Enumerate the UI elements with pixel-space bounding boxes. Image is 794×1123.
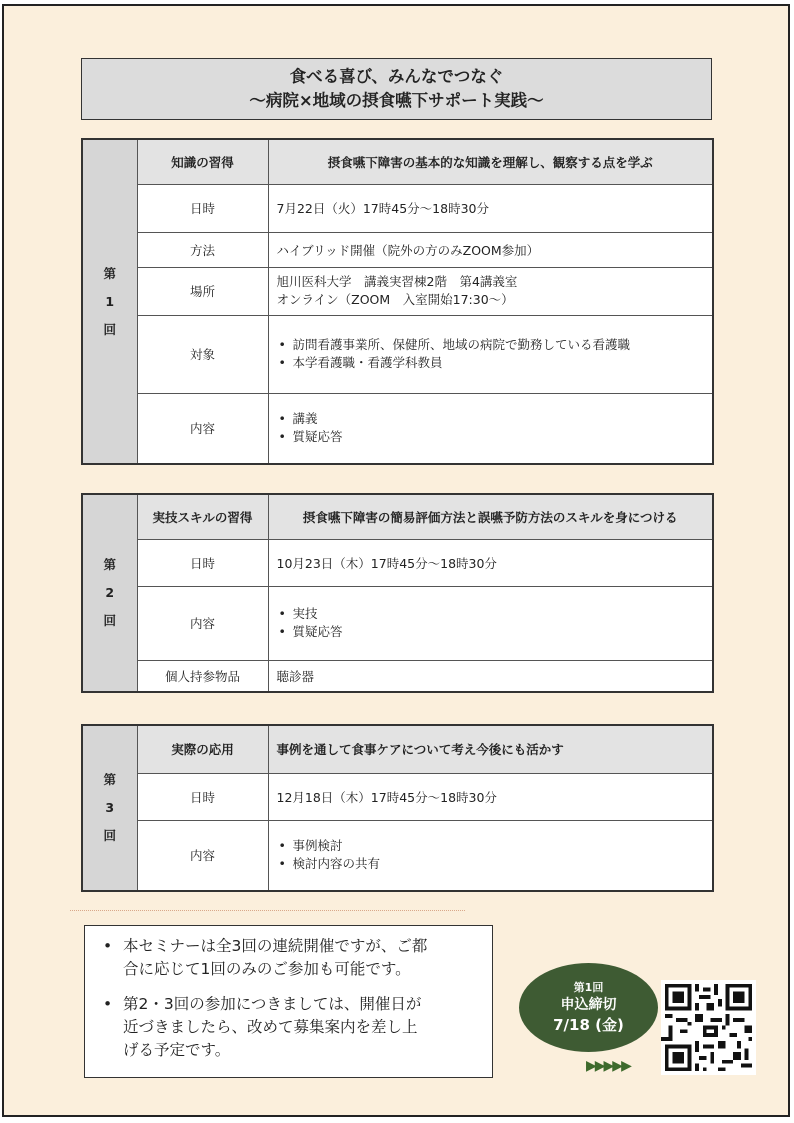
session-3-head-value: 事例を通して食事ケアについて考え今後にも活かす (268, 725, 713, 773)
session-2-number-char-2: 2 (105, 585, 115, 600)
session-1-number-char-2: 1 (105, 293, 115, 309)
list-item: • 本学看護職・看護学科教員 (277, 354, 705, 372)
title-line-1: 食べる喜び、みんなでつなぐ (289, 67, 504, 86)
session-2-content-label: 内容 (137, 586, 268, 660)
list-item: • 検討内容の共有 (277, 855, 705, 873)
session-1-head-value: 摂食嚥下障害の基本的な知識を理解し、観察する点を学ぶ (268, 139, 713, 184)
session-2-number-char-1: 第 (103, 557, 116, 572)
session-3-date-label: 日時 (137, 773, 268, 820)
list-item: • 訪問看護事業所、保健所、地域の病院で勤務している看護職 (277, 336, 705, 354)
qr-code-icon[interactable] (661, 980, 756, 1075)
note-2-line-1: • 第2・3回の参加につきましては、開催日が (123, 995, 422, 1013)
session-3-table (81, 724, 714, 892)
note-2-line-2: 近づきましたら、改めて募集案内を差し上 (123, 1018, 418, 1036)
session-2-head-label: 実技スキルの習得 (137, 494, 268, 539)
session-1-method-label: 方法 (137, 232, 268, 267)
list-item: • 質疑応答 (277, 428, 705, 446)
session-2-date-value: 10月23日（木）17時45分～18時30分 (268, 539, 713, 586)
session-2-bring-label: 個人持参物品 (137, 660, 268, 692)
session-2-number-char-3: 回 (103, 613, 116, 628)
session-1-method-value: ハイブリッド開催（院外の方のみZOOM参加） (268, 232, 713, 267)
session-1-place-line-2: オンライン（ZOOM 入室開始17:30～） (276, 292, 514, 307)
session-3-content-value (268, 820, 713, 891)
session-3-content-label: 内容 (137, 820, 268, 891)
session-1-target-label: 対象 (137, 315, 268, 393)
deadline-session: 第1回 (573, 981, 604, 994)
session-1-number (82, 139, 137, 464)
session-1-date-value: 7月22日（火）17時45分～18時30分 (268, 184, 713, 232)
dotted-divider (70, 910, 465, 911)
deadline-label: 申込締切 (560, 997, 617, 1013)
note-2-line-3: げる予定です。 (123, 1041, 231, 1059)
list-item: • 実技 (277, 605, 705, 623)
session-2-table (81, 493, 714, 693)
session-1-target-value (268, 315, 713, 393)
session-1-place-line-1: 旭川医科大学 講義実習棟2階 第4講義室 (276, 274, 518, 289)
session-2-head-value: 摂食嚥下障害の簡易評価方法と誤嚥予防方法のスキルを身につける (268, 494, 713, 539)
session-3-number-char-2: 3 (105, 800, 115, 815)
note-1-line-1: • 本セミナーは全3回の連続開催ですが、ご都 (123, 937, 428, 955)
session-1-place-value (268, 267, 713, 315)
session-2-number (82, 494, 137, 692)
note-item-1 (97, 935, 480, 981)
session-2-content-value (268, 586, 713, 660)
deadline-badge (519, 963, 658, 1052)
session-1-content-value (268, 393, 713, 464)
session-2-date-label: 日時 (137, 539, 268, 586)
triangle-arrows-icon: ▶▶▶▶▶ (586, 1058, 630, 1074)
list-item: • 講義 (277, 410, 705, 428)
list-item: • 事例検討 (277, 837, 705, 855)
session-3-number (82, 725, 137, 891)
session-1-number-char-1: 第 (103, 265, 116, 281)
session-1-table (81, 138, 714, 465)
session-3-number-char-1: 第 (103, 772, 116, 787)
session-1-number-char-3: 回 (103, 321, 116, 337)
page-title (81, 58, 712, 120)
title-line-2: ～病院×地域の摂食嚥下サポート実践～ (249, 91, 544, 110)
note-1-line-2: 合に応じて1回のみのご参加も可能です。 (123, 960, 411, 978)
note-item-2 (97, 993, 480, 1062)
session-1-date-label: 日時 (137, 184, 268, 232)
session-3-head-label: 実際の応用 (137, 725, 268, 773)
session-3-date-value: 12月18日（木）17時45分～18時30分 (268, 773, 713, 820)
session-1-place-label: 場所 (137, 267, 268, 315)
session-3-number-char-3: 回 (103, 828, 116, 843)
session-1-head-label: 知識の習得 (137, 139, 268, 184)
notes-box (84, 925, 493, 1078)
session-2-bring-value: 聴診器 (268, 660, 713, 692)
session-1-content-label: 内容 (137, 393, 268, 464)
list-item: • 質疑応答 (277, 623, 705, 641)
deadline-date: 7/18 (金) (553, 1016, 624, 1034)
